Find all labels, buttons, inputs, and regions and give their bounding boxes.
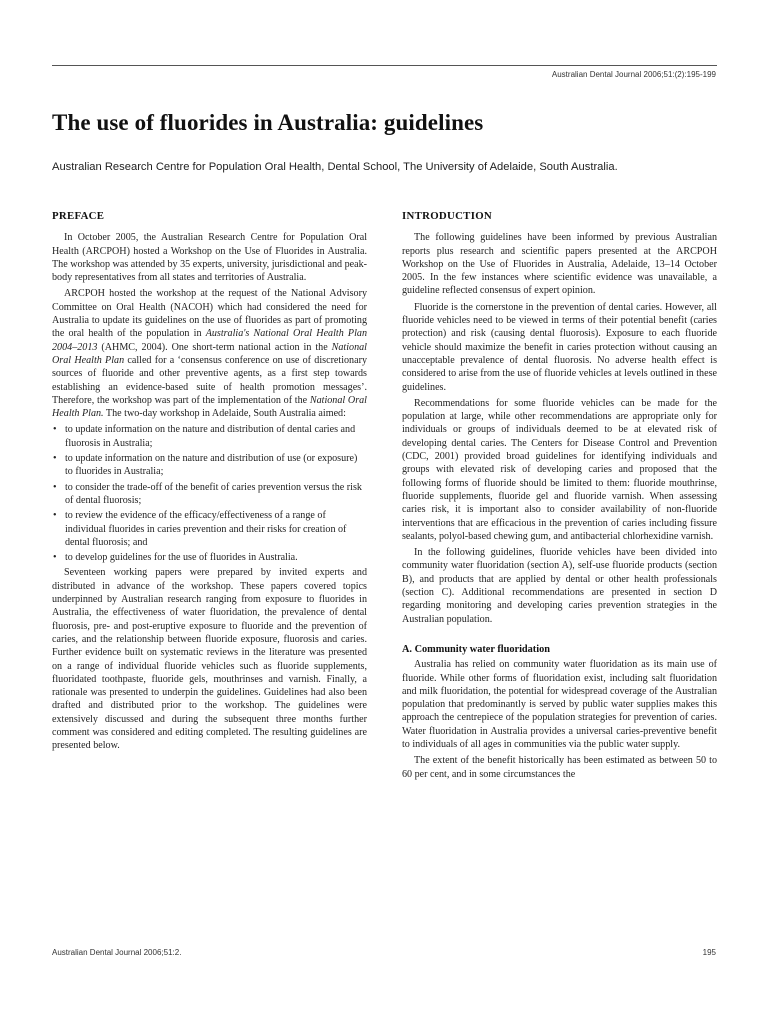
section-a-paragraph-1: Australia has relied on community water fluoridation as its main use of fluoride. While other forms of fluoridation exist, including salt fluoridation and milk fluoridation, the potential for widespread coverage of the Australian population that predominantly is served by public water supplies makes this approach the centrepiece of the population strategies for prevention of caries. Water fluoridation in Australia provides a universal caries-preventive benefit to individuals of all ages in communities via the public water supply. [402, 659, 717, 750]
list-item: • to consider the trade-off of the benefit of caries prevention versus the risk of dental fluorosis; [53, 481, 362, 506]
right-column [402, 210, 717, 784]
plan-title-italic: National Oral Health Plan. [52, 394, 367, 420]
list-item: • to develop guidelines for the use of fluorides in Australia. [53, 552, 298, 564]
journal-citation: Australian Dental Journal 2006;51:(2):195-199 [551, 70, 716, 79]
section-a-paragraph-2: The extent of the benefit historically has been estimated as between 50 to 60 per cent, and in some circumstances the [402, 755, 717, 780]
introduction-paragraph-3: Recommendations for some fluoride vehicles can be made for the population at large, while other recommendations are appropriate only for individuals or groups of individuals deemed to be at elevated risk of developing dental caries. The Centers for Disease Control and Prevention (CDC, 2001) provided broad guidelines for identifying individuals and groups with elevated risk of developing caries and proposed that the following forms of fluoride should be limited to them: fluoride mouthrinse, fluoride supplements, fluoride gel and fluoride varnish. When assessing caries risk, it is important also to consider availability of non-fluoride interventions that are efficacious in the prevention of caries including fissure sealants, polyol-based chewing gum, and antibacterial chlorhexidine varnish. [402, 397, 717, 542]
introduction-paragraph-2: Fluoride is the cornerstone in the prevention of dental caries. However, all fluoride vehicles need to be viewed in terms of their potential benefit (caries protection) and risk (causing dental fluorosis). Exposure to each fluoride vehicle should maximize the benefit in caries protection without causing an unacceptable prevalence of dental fluorosis. No adverse health effect is considered to arise from the use of fluoride vehicles at levels outlined in these guidelines. [402, 301, 717, 393]
author-affiliation: Australian Research Centre for Population Oral Health, Dental School, The University of Adelaide, South Australia. [52, 161, 618, 173]
page-number: 195 [702, 948, 716, 957]
preface-paragraph-3: Seventeen working papers were prepared by invited experts and distributed in advance of the workshop. These papers covered topics underpinned by Australian research ranging from exposure to fluorides in Australia, the effectiveness of water fluoridation, the prevalence of dental fluorosis, pre- and post-eruptive exposure to fluoride and the prevention of caries, and the relationship between fluoride exposure, fluorosis and caries. Further evidence built on systematic reviews in the literature was presented on a range of individual fluoride vehicles such as fluoride supplements, fluoridated toothpaste, fluoride gels, mouthrinses and varnish. Finally, a rationale was presented to underpin the guidelines. Guidelines had also been drafted and distributed prior to the workshop. The guidelines were extensively discussed and during the subsequent three months further comment was considered and editing completed. The resulting guidelines are presented below. [52, 567, 367, 752]
plan-title-italic: National Oral Health Plan [52, 341, 367, 366]
article-title: The use of fluorides in Australia: guidelines [52, 110, 484, 135]
plan-title-italic: Australia's National Oral Health Plan 2004–2013 [52, 328, 367, 353]
introduction-paragraph-4: In the following guidelines, fluoride vehicles have been divided into community water fluoridation (section A), self-use fluoride products (section B), and products that are applied by dental or other health professionals (section C). Additional recommendations are presented in section D regarding monitoring and developing caries prevention strategies in the Australian population. [402, 547, 717, 625]
header-rule [52, 65, 717, 66]
section-a-heading: A. Community water fluoridation [402, 643, 550, 655]
preface-paragraph-2: ARCPOH hosted the workshop at the request of the National Advisory Committee on Oral Health (NACOH) which had considered the need for Australia to update its guidelines on the use of fluorides as part of promoting the oral health of the population in Australia's National Oral Health Plan 2004–2013 (AHMC, 2004). One short-term national action in the National Oral Health Plan called for a ‘consensus conference on use of discretionary sources of fluoride and other preventive agents, as a first step towards establishing an evidence-based suite of health promotion messages’. Therefore, the workshop was part of the implementation of the National Oral Health Plan. The two-day workshop in Adelaide, South Australia aimed: [52, 288, 367, 420]
introduction-heading: INTRODUCTION [402, 210, 492, 222]
preface-heading: PREFACE [52, 210, 105, 222]
footer-journal: Australian Dental Journal 2006;51:2. [52, 948, 182, 957]
workshop-aims-list [52, 423, 367, 564]
preface-paragraph-1: In October 2005, the Australian Research Centre for Population Oral Health (ARCPOH) hosted a Workshop on the Use of Fluorides in Australia. The workshop was attended by 35 experts, university, jurisdictional and peak-body representatives from all states and territories of Australia. [52, 232, 367, 284]
introduction-paragraph-1: The following guidelines have been informed by previous Australian reports plus research and scientific papers presented at the ARCPOH Workshop on the Use of Fluorides in Australia, Adelaide, 13–14 October 2005. In the few instances where scientific evidence was unavailable, a guideline reflected consensus of expert opinion. [402, 232, 717, 297]
list-item: • to review the evidence of the efficacy/effectiveness of a range of individual fluorides in caries prevention and their risks for creation of dental fluorosis; and [53, 510, 347, 548]
list-item: • to update information on the nature and distribution of dental caries and fluorosis in Australia; [53, 424, 356, 449]
left-column [52, 210, 367, 756]
list-item: • to update information on the nature and distribution of use (or exposure) to fluorides in Australia; [53, 453, 358, 478]
